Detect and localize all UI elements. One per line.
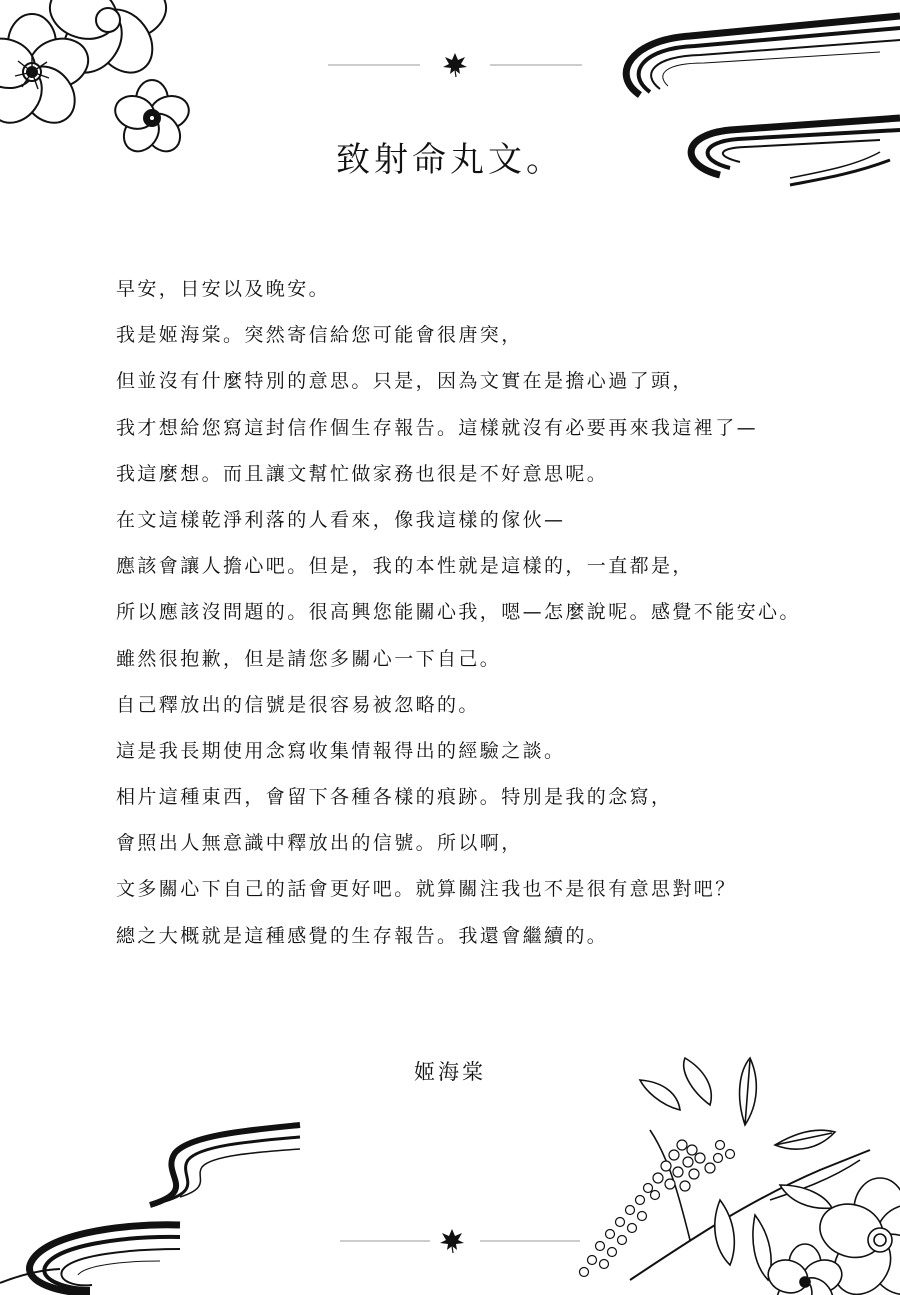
letter-line: 我才想給您寫這封信作個生存報告。這樣就沒有必要再來我這裡了— — [116, 416, 759, 439]
signature: 姬海棠 — [414, 1060, 486, 1084]
letter-line: 應該會讓人擔心吧。但是，我的本性就是這樣的，一直都是， — [116, 555, 694, 578]
letter-line: 自己釋放出的信號是很容易被忽略的。 — [116, 693, 480, 716]
top-divider — [320, 50, 590, 80]
letter-line: 在文這樣乾淨利落的人看來，像我這樣的傢伙— — [116, 508, 566, 531]
letter-line: 會照出人無意識中釋放出的信號。所以啊， — [116, 832, 523, 855]
letter-line: 所以應該沒問題的。很高興您能關心我，嗯—怎麼說呢。感覺不能安心。 — [116, 601, 801, 624]
letter-line: 總之大概就是這種感覺的生存報告。我還會繼續的。 — [116, 924, 609, 947]
water-swirl-icon — [0, 1105, 310, 1295]
letter-body — [116, 266, 816, 959]
letter-line: 早安，日安以及晚安。 — [116, 278, 331, 300]
maple-leaf-icon — [443, 53, 467, 77]
letter-line: 這是我長期使用念寫收集情報得出的經驗之談。 — [116, 739, 566, 762]
letter-title: 致射命丸文。 — [336, 140, 564, 180]
letter-line: 雖然很抱歉，但是請您多關心一下自己。 — [116, 647, 502, 670]
letter-line: 相片這種東西，會留下各種各樣的痕跡。特別是我的念寫， — [116, 786, 673, 809]
letter-line: 我這麼想。而且讓文幫忙做家務也很是不好意思呢。 — [116, 462, 609, 485]
letter-line: 文多關心下自己的話會更好吧。就算關注我也不是很有意思對吧？ — [116, 878, 737, 901]
maple-leaf-icon — [440, 1229, 464, 1253]
letter-line: 但並沒有什麼特別的意思。只是，因為文實在是擔心過了頭， — [116, 370, 694, 393]
bottom-divider — [330, 1226, 600, 1256]
nandina-flower-icon — [570, 1050, 900, 1295]
letter-line: 我是姬海棠。突然寄信給您可能會很唐突， — [116, 324, 523, 347]
